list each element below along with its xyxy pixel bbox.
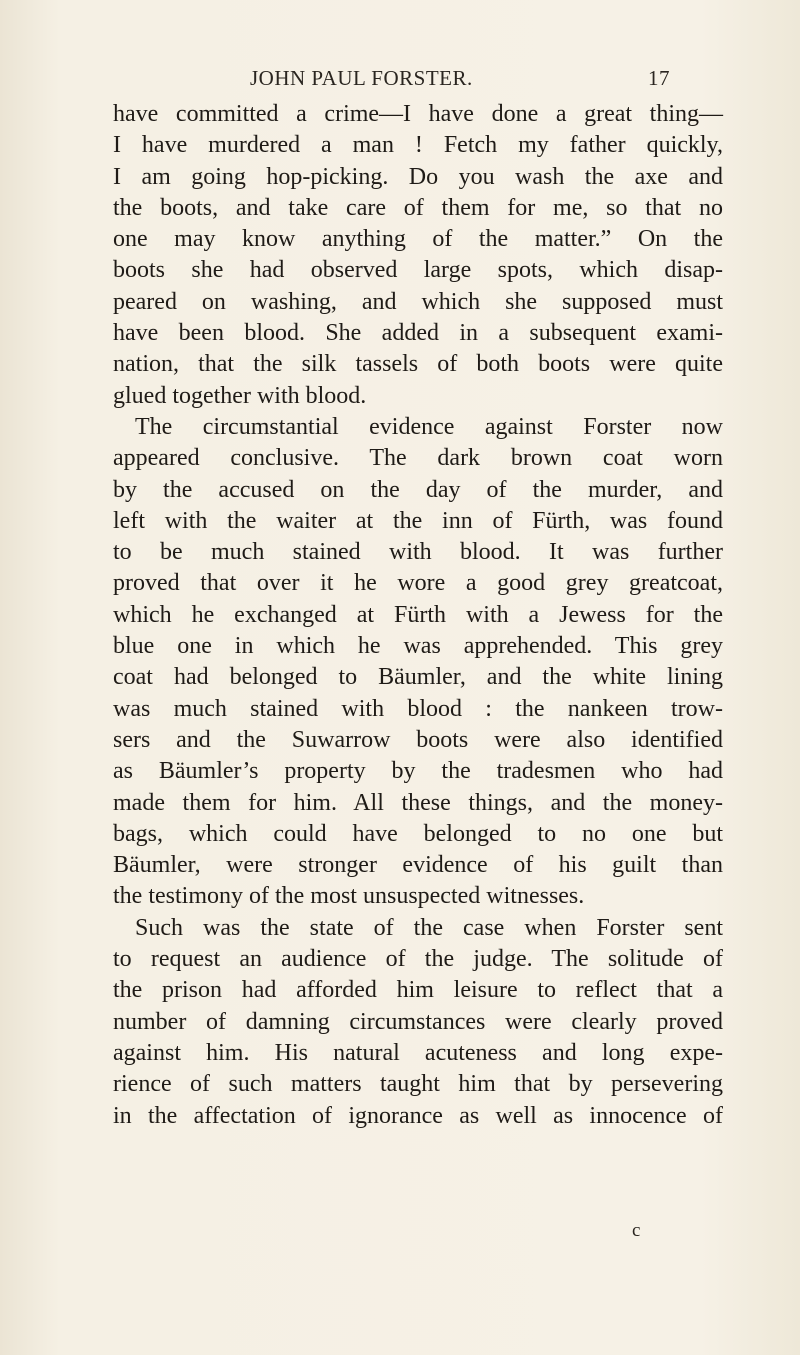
text-line: left with the waiter at the inn of Fürth, was found bbox=[113, 507, 723, 534]
text-line: I am going hop-picking. Do you wash the axe and bbox=[113, 163, 723, 190]
body-text bbox=[113, 99, 723, 1132]
text-line: I have murdered a man ! Fetch my father quickly, bbox=[113, 132, 723, 159]
text-line: to be much stained with blood. It was further bbox=[113, 539, 723, 566]
text-line: the prison had afforded him leisure to reflect that a bbox=[113, 977, 723, 1004]
text-line: boots she had observed large spots, which disap- bbox=[113, 257, 723, 284]
text-line: to request an audience of the judge. The solitude of bbox=[113, 946, 723, 973]
text-line: nation, that the silk tassels of both boots were quite bbox=[113, 351, 723, 378]
text-line: have been blood. She added in a subsequent exami- bbox=[113, 320, 723, 347]
text-line: sers and the Suwarrow boots were also identified bbox=[113, 726, 723, 753]
text-line: the testimony of the most unsuspected witnesses. bbox=[113, 883, 585, 910]
text-line: Such was the state of the case when Forster sent bbox=[135, 914, 723, 941]
text-line: appeared conclusive. The dark brown coat worn bbox=[113, 445, 723, 472]
text-line: peared on washing, and which she supposed must bbox=[113, 288, 723, 315]
text-line: glued together with blood. bbox=[113, 382, 367, 409]
text-line: number of damning circumstances were clearly proved bbox=[113, 1008, 723, 1035]
text-line: The circumstantial evidence against Forster now bbox=[135, 413, 723, 440]
running-title: JOHN PAUL FORSTER. bbox=[250, 66, 473, 90]
text-line: which he exchanged at Fürth with a Jewess for the bbox=[113, 601, 723, 628]
page-number: 17 bbox=[648, 66, 670, 90]
text-line: was much stained with blood : the nankeen trow- bbox=[113, 695, 723, 722]
text-line: blue one in which he was apprehended. This grey bbox=[113, 633, 723, 660]
text-line: proved that over it he wore a good grey greatcoat, bbox=[113, 570, 723, 597]
text-line: made them for him. All these things, and the money- bbox=[113, 789, 723, 816]
text-line: the boots, and take care of them for me, so that no bbox=[113, 194, 723, 221]
text-line: as Bäumler’s property by the tradesmen who had bbox=[113, 758, 723, 785]
text-line: one may know anything of the matter.” On the bbox=[113, 226, 723, 253]
text-line: rience of such matters taught him that by persevering bbox=[113, 1071, 723, 1098]
text-line: Bäumler, were stronger evidence of his guilt than bbox=[113, 852, 723, 879]
text-line: bags, which could have belonged to no one but bbox=[113, 820, 723, 847]
signature-mark: c bbox=[632, 1220, 641, 1241]
text-line: in the affectation of ignorance as well as innocence of bbox=[113, 1102, 723, 1129]
text-line: have committed a crime—I have done a great thing— bbox=[113, 101, 723, 127]
text-line: coat had belonged to Bäumler, and the white lining bbox=[113, 664, 723, 691]
text-line: by the accused on the day of the murder, and bbox=[113, 476, 723, 503]
text-line: against him. His natural acuteness and long expe- bbox=[113, 1039, 723, 1066]
